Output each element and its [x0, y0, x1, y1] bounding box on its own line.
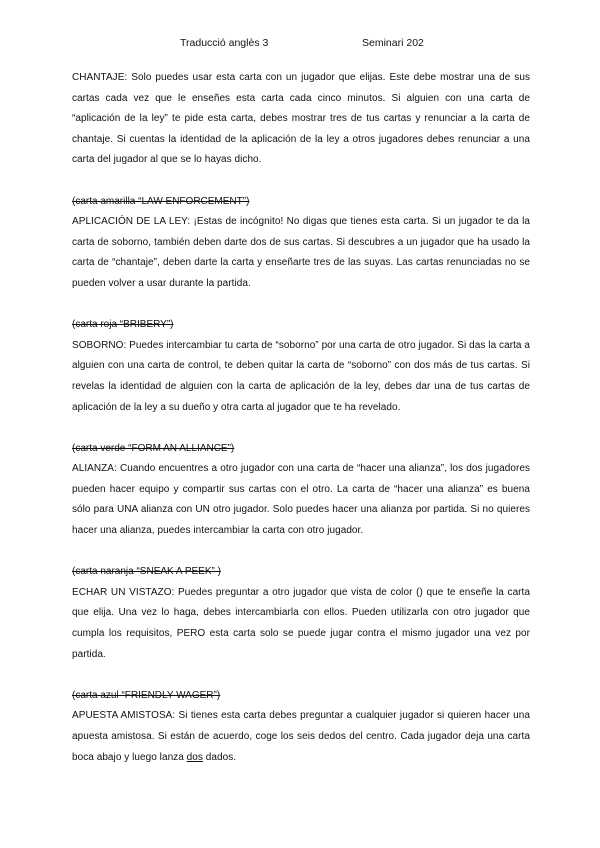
card-heading-bribery: (carta roja “BRIBERY”): [72, 319, 174, 331]
card-description-chantaje: CHANTAJE: Solo puedes usar esta carta con un jugador que elijas. Este debe mostrar una de sus cartas cada vez que le enseñes esta carta cada cinco minutos. Si alguien con una carta de “aplicación de la ley” te pide esta carta, debes mostrar tres de tus cartas y renunciar a la carta de chantaje. Si cuentas la identidad de la aplicación de la ley a otros jugadores debes renunciar a una carta del jugador al que se lo hayas dicho.: [72, 72, 530, 166]
card-description-bribery: SOBORNO: Puedes intercambiar tu carta de “soborno” por una carta de otro jugador. Si das la carta a alguien con una carta de control, te deben quitar la carta de “soborno” con dos más de tus cartas. Si revelas la identidad de alguien con la carta de aplicación de la ley, debes dar una de tus cartas de aplicación de la ley a su dueño y otra carta al jugador que te ha revelado.: [72, 339, 530, 413]
page-header: [0, 37, 600, 53]
card-heading-alliance: (carta verde “FORM AN ALLIANCE”): [72, 442, 235, 454]
card-description-sneak-peek: ECHAR UN VISTAZO: Puedes preguntar a otro jugador que vista de color () que te enseñe la carta que elija. Una vez lo haga, debes intercambiarla con ellos. Pueden utilizarla con otro jugador que cumpla los requisitos, PERO esta carta solo se puede jugar contra el mismo jugador una vez por partida.: [72, 586, 530, 660]
card-heading-friendly-wager: (carta azul “FRIENDLY WAGER”): [72, 689, 221, 701]
card-section-law-enforcement: [72, 192, 530, 295]
friendly-wager-underlined-word: dos: [186, 751, 203, 763]
card-description-law-enforcement: APLICACIÓN DE LA LEY: ¡Estas de incógnito! No digas que tienes esta carta. Si un jugador te da la carta de soborno, también deben darte dos de sus cartas. Si descubres a un jugador que ha usado la carta de “chantaje”, deben darte la carta y enseñarte tres de las suyas. Las cartas renunciadas no se pueden volver a usar durante la partida.: [72, 216, 530, 289]
card-section-friendly-wager: [72, 686, 530, 768]
card-heading-sneak-peek: (carta naranja “SNEAK A PEEK” ): [72, 566, 221, 578]
card-description-alliance: ALIANZA: Cuando encuentres a otro jugador con una carta de “hacer una alianza”, los dos jugadores pueden hacer equipo y compartir sus cartas con el otro. La carta de “hacer una alianza” es buena sólo para UNA alianza con UN otro jugador. Solo puedes hacer una alianza por partida. Si no quieres hacer una alianza, puedes intercambiar la carta con otro jugador.: [72, 463, 530, 537]
document-body: [72, 68, 530, 789]
card-section-chantaje: [72, 68, 530, 171]
card-section-alliance: [72, 439, 530, 542]
card-section-sneak-peek: [72, 562, 530, 665]
card-heading-law-enforcement: (carta amarilla “LAW ENFORCEMENT”): [72, 195, 250, 207]
seminar-label: Seminari 202: [362, 37, 424, 49]
course-title: Traducció anglès 3: [180, 37, 269, 49]
friendly-wager-text-start: APUESTA AMISTOSA: Si tienes esta carta debes preguntar a cualquier jugador si quieren hacer una apuesta amistosa. Si están de acuerdo, coge los seis dedos del centro. Cada jugador deja una carta boca abajo y luego lanza: [72, 710, 530, 763]
friendly-wager-text-end: dados.: [202, 751, 237, 763]
card-description-friendly-wager: [72, 706, 530, 768]
card-section-bribery: [72, 315, 530, 418]
